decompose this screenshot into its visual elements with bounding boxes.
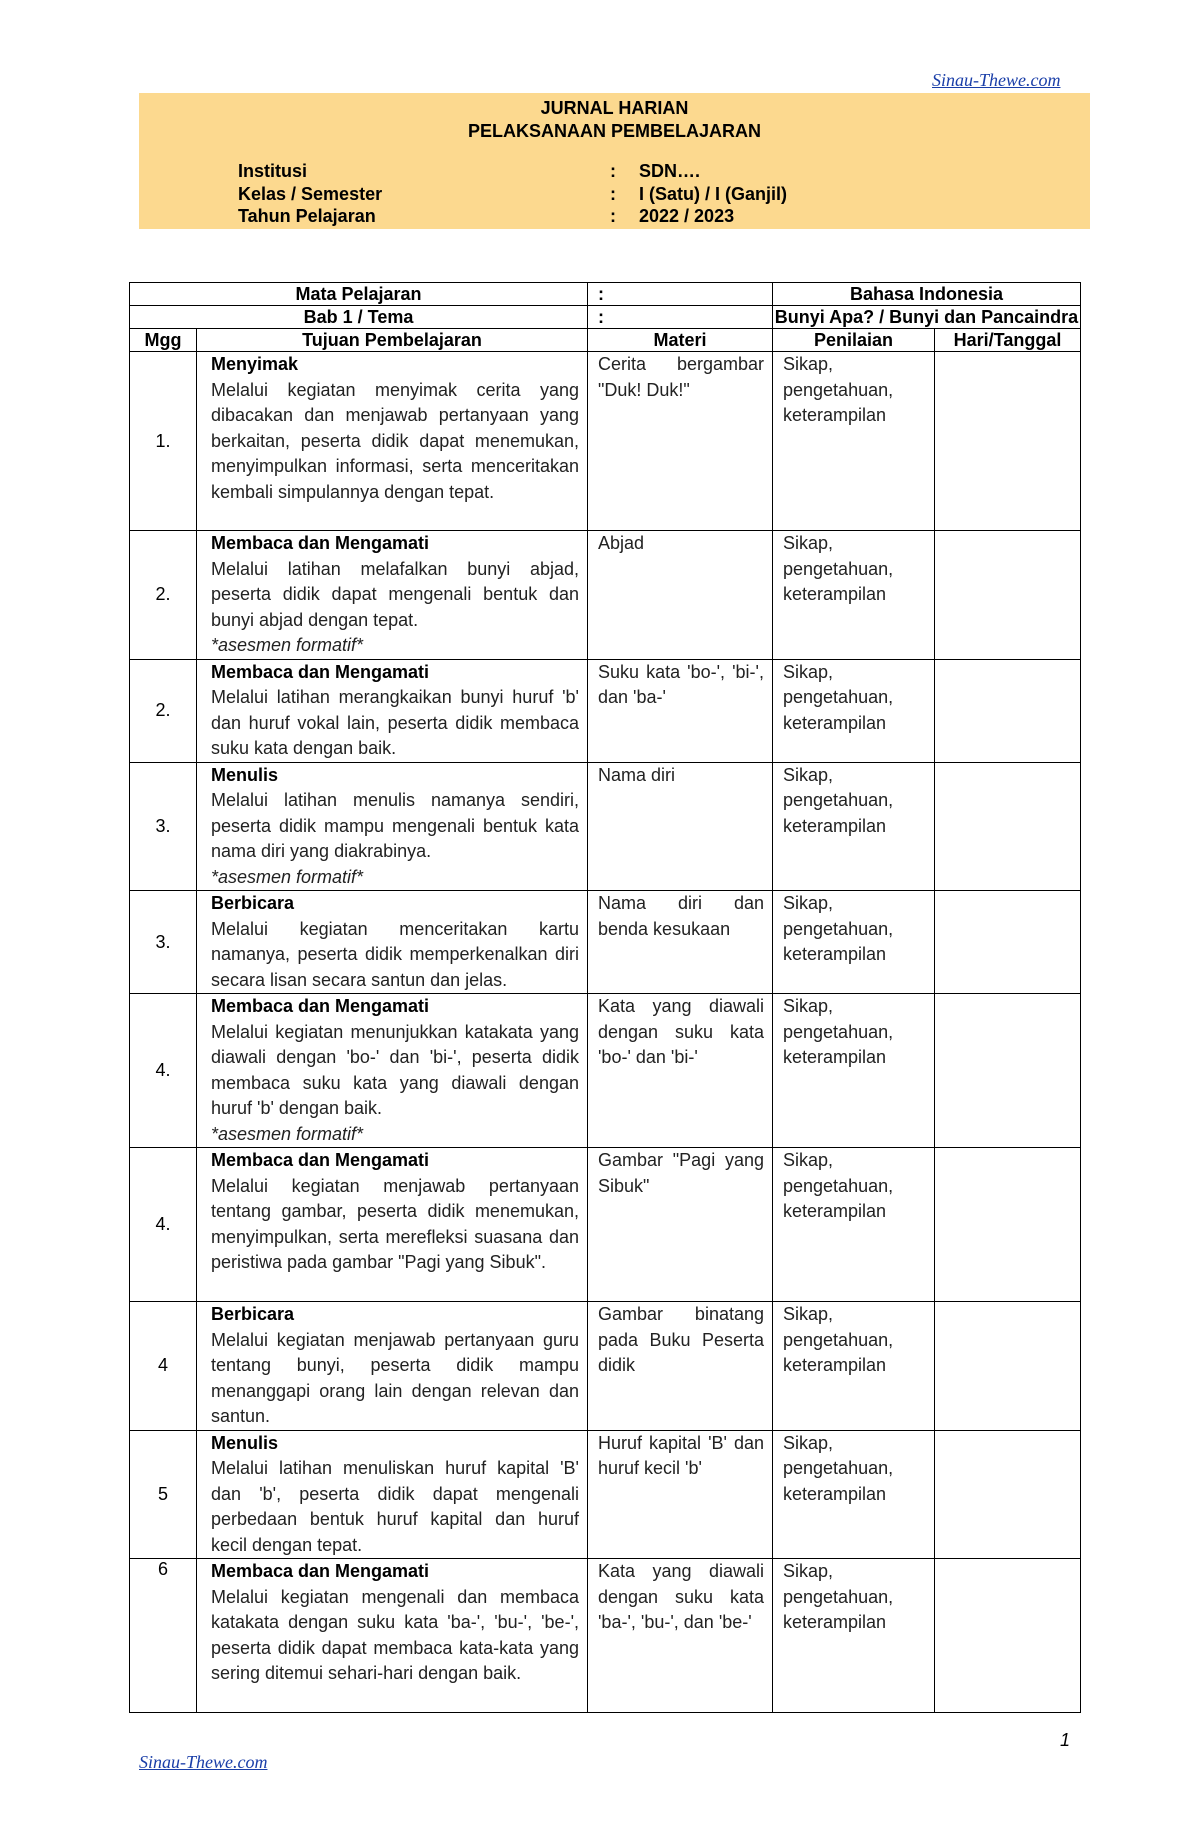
tujuan-desc: Melalui latihan menuliskan huruf kapital 'B' dan 'b', peserta didik dapat mengenali perbedaan bentuk huruf kapital dan huruf kecil dengan tepat. xyxy=(211,1458,579,1555)
tujuan-title: Menulis xyxy=(211,1432,279,1453)
table-row xyxy=(130,1559,1081,1713)
materi-cell: Nama diri dan benda kesukaan xyxy=(588,891,773,994)
mgg-cell: 3. xyxy=(130,891,197,994)
info-colon: : xyxy=(610,161,616,181)
tujuan-title: Menyimak xyxy=(211,354,299,374)
tanggal-cell[interactable] xyxy=(935,1430,1081,1559)
penilaian-cell: Sikap, pengetahuan, keterampilan xyxy=(773,352,935,531)
tujuan-title: Berbicara xyxy=(211,1304,295,1324)
penilaian-cell: Sikap, pengetahuan, keterampilan xyxy=(773,659,935,762)
tujuan-title: Membaca dan Mengamati xyxy=(211,533,430,553)
chapter-colon: : xyxy=(588,306,773,329)
col-header-mgg: Mgg xyxy=(130,329,197,352)
tanggal-cell[interactable] xyxy=(935,352,1081,531)
tujuan-cell xyxy=(197,1430,588,1559)
tanggal-cell[interactable] xyxy=(935,659,1081,762)
tanggal-cell[interactable] xyxy=(935,1148,1081,1302)
table-row xyxy=(130,531,1081,660)
penilaian-cell: Sikap, pengetahuan, keterampilan xyxy=(773,1148,935,1302)
materi-cell: Abjad xyxy=(588,531,773,660)
penilaian-cell: Sikap, pengetahuan, keterampilan xyxy=(773,1559,935,1713)
tujuan-desc: Melalui kegiatan menjawab pertanyaan tentang gambar, peserta didik menemukan, menyimpulkan, serta merefleksi suasana dan peristiwa pada gambar "Pagi yang Sibuk". xyxy=(211,1175,579,1272)
tujuan-title: Membaca dan Mengamati xyxy=(211,1561,430,1581)
subject-value: Bahasa Indonesia xyxy=(773,283,1081,306)
subject-label: Mata Pelajaran xyxy=(130,283,588,306)
tanggal-cell[interactable] xyxy=(935,762,1081,891)
materi-cell: Gambar "Pagi yang Sibuk" xyxy=(588,1148,773,1302)
mgg-cell: 5 xyxy=(130,1430,197,1559)
tanggal-cell[interactable] xyxy=(935,1302,1081,1431)
info-value: 2022 / 2023 xyxy=(639,206,735,226)
journal-title: JURNAL HARIAN xyxy=(540,98,689,118)
asesmen-note: *asesmen formatif* xyxy=(211,635,364,655)
tanggal-cell[interactable] xyxy=(935,1559,1081,1713)
mgg-cell: 1. xyxy=(130,352,197,531)
penilaian-cell: Sikap, pengetahuan, keterampilan xyxy=(773,762,935,891)
asesmen-note: *asesmen formatif* xyxy=(211,866,364,887)
materi-cell: Kata yang diawali dengan suku kata 'ba-', 'bu-', dan 'be-' xyxy=(588,1559,773,1713)
mgg-cell: 6 xyxy=(130,1559,197,1713)
chapter-value: Bunyi Apa? / Bunyi dan Pancaindra xyxy=(773,306,1081,329)
penilaian-cell: Sikap, pengetahuan, keterampilan xyxy=(773,891,935,994)
tujuan-cell xyxy=(197,994,588,1148)
table-row xyxy=(130,891,1081,994)
col-header-tujuan: Tujuan Pembelajaran xyxy=(197,329,588,352)
tujuan-desc: Melalui kegiatan mengenali dan membaca katakata dengan suku kata 'ba-', 'bu-', 'be-', peserta didik dapat membaca kata-kata yang sering ditemui sehari-hari dengan baik. xyxy=(211,1586,579,1683)
tujuan-desc: Melalui latihan menulis namanya sendiri, peserta didik mampu mengenali bentuk kata nama diri yang diakrabinya. xyxy=(211,790,579,861)
mgg-cell: 4. xyxy=(130,994,197,1148)
tujuan-cell xyxy=(197,1302,588,1431)
tujuan-title: Berbicara xyxy=(211,893,295,913)
watermark-top[interactable]: Sinau-Thewe.com xyxy=(932,70,1061,90)
tujuan-desc: Melalui latihan melafalkan bunyi abjad, peserta didik dapat mengenali bentuk dan bunyi abjad dengan tepat. xyxy=(211,558,579,630)
materi-cell: Huruf kapital 'B' dan huruf kecil 'b' xyxy=(588,1430,773,1559)
table-row xyxy=(130,1148,1081,1302)
table-row xyxy=(130,994,1081,1148)
tujuan-desc: Melalui kegiatan menceritakan kartu namanya, peserta didik memperkenalkan diri secara lisan secara santun dan jelas. xyxy=(211,918,579,990)
tujuan-title: Membaca dan Mengamati xyxy=(211,1150,430,1170)
penilaian-cell: Sikap, pengetahuan, keterampilan xyxy=(773,994,935,1148)
asesmen-note: *asesmen formatif* xyxy=(211,1123,364,1144)
chapter-label: Bab 1 / Tema xyxy=(130,306,588,329)
journal-subtitle: PELAKSANAAN PEMBELAJARAN xyxy=(467,121,762,141)
info-colon: : xyxy=(610,184,616,204)
journal-table xyxy=(129,282,1081,1713)
chapter-row xyxy=(130,306,1081,329)
tujuan-desc: Melalui kegiatan menunjukkan katakata yang diawali dengan 'bo-' dan 'bi-', peserta didik membaca suku kata yang diawali dengan huruf 'b' dengan baik. xyxy=(211,1021,579,1118)
col-header-tanggal: Hari/Tanggal xyxy=(935,329,1081,352)
watermark-bottom[interactable]: Sinau-Thewe.com xyxy=(139,1752,268,1772)
tujuan-title: Membaca dan Mengamati xyxy=(211,661,430,682)
table-row xyxy=(130,352,1081,531)
info-value: SDN…. xyxy=(639,161,701,181)
penilaian-cell: Sikap, pengetahuan, keterampilan xyxy=(773,1302,935,1431)
tujuan-title: Menulis xyxy=(211,764,279,785)
tujuan-cell xyxy=(197,1148,588,1302)
info-value: I (Satu) / I (Ganjil) xyxy=(639,184,787,204)
materi-cell: Gambar binatang pada Buku Peserta didik xyxy=(588,1302,773,1431)
mgg-cell: 4. xyxy=(130,1148,197,1302)
subject-colon: : xyxy=(588,283,773,306)
tujuan-desc: Melalui kegiatan menjawab pertanyaan guru tentang bunyi, peserta didik mampu menanggapi orang lain dengan relevan dan santun. xyxy=(211,1329,579,1426)
column-header-row xyxy=(130,329,1081,352)
col-header-penilaian: Penilaian xyxy=(773,329,935,352)
tanggal-cell[interactable] xyxy=(935,531,1081,660)
journal-header xyxy=(139,93,1090,229)
tanggal-cell[interactable] xyxy=(935,891,1081,994)
table-row xyxy=(130,659,1081,762)
tujuan-title: Membaca dan Mengamati xyxy=(211,996,430,1016)
tujuan-cell xyxy=(197,1559,588,1713)
tujuan-desc: Melalui kegiatan menyimak cerita yang dibacakan dan menjawab pertanyaan yang berkaitan, peserta didik dapat menemukan, menyimpulkan informasi, serta menceritakan kembali simpulannya dengan tepat. xyxy=(211,379,579,502)
col-header-materi: Materi xyxy=(588,329,773,352)
tujuan-cell xyxy=(197,352,588,531)
table-row xyxy=(130,762,1081,891)
table-row xyxy=(130,1430,1081,1559)
materi-cell: Nama diri xyxy=(588,762,773,891)
penilaian-cell: Sikap, pengetahuan, keterampilan xyxy=(773,1430,935,1559)
mgg-cell: 4 xyxy=(130,1302,197,1431)
tujuan-desc: Melalui latihan merangkaikan bunyi huruf 'b' dan huruf vokal lain, peserta didik membaca suku kata dengan baik. xyxy=(211,687,579,758)
penilaian-cell: Sikap, pengetahuan, keterampilan xyxy=(773,531,935,660)
materi-cell: Kata yang diawali dengan suku kata 'bo-' dan 'bi-' xyxy=(588,994,773,1148)
mgg-cell: 2. xyxy=(130,531,197,660)
info-label: Tahun Pelajaran xyxy=(238,206,376,226)
subject-row xyxy=(130,283,1081,306)
table-row xyxy=(130,1302,1081,1431)
info-label: Kelas / Semester xyxy=(238,184,383,204)
tujuan-cell xyxy=(197,659,588,762)
tujuan-cell xyxy=(197,531,588,660)
tujuan-cell xyxy=(197,891,588,994)
materi-cell: Suku kata 'bo-', 'bi-', dan 'ba-' xyxy=(588,659,773,762)
mgg-cell: 2. xyxy=(130,659,197,762)
info-colon: : xyxy=(610,206,616,226)
materi-cell: Cerita bergambar "Duk! Duk!" xyxy=(588,352,773,531)
tanggal-cell[interactable] xyxy=(935,994,1081,1148)
tujuan-cell xyxy=(197,762,588,891)
info-label: Institusi xyxy=(238,161,308,181)
page-number: 1 xyxy=(1060,1730,1071,1750)
mgg-cell: 3. xyxy=(130,762,197,891)
